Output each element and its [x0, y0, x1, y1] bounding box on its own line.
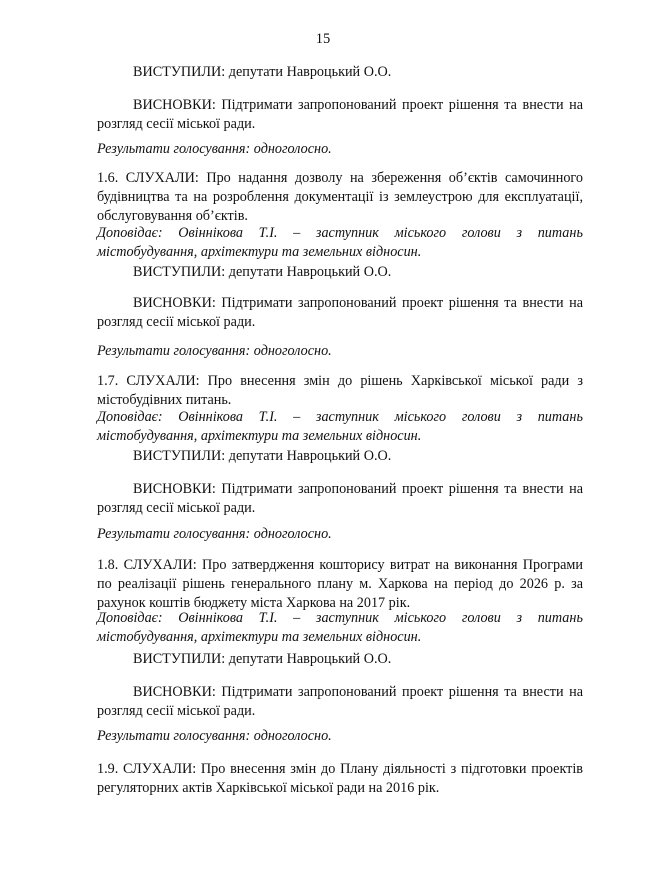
speaker-line-2: містобудування, архітектури та земельних відносин. [97, 629, 422, 645]
speaker-line-1: Доповідає: Овіннікова Т.І. – заступник міського голови з питань [97, 409, 583, 425]
vystupyly-line: ВИСТУПИЛИ: депутати Навроцький О.О. [133, 651, 392, 667]
vystupyly-line: ВИСТУПИЛИ: депутати Навроцький О.О. [133, 448, 392, 464]
vysnovky-paragraph: ВИСНОВКИ: Підтримати запропонований проект рішення та внести на розгляд сесії міської ради. [97, 97, 583, 132]
voting-results: Результати голосування: одноголосно. [97, 141, 332, 157]
vysnovky-paragraph: ВИСНОВКИ: Підтримати запропонований проект рішення та внести на розгляд сесії міської ради. [97, 295, 583, 330]
speaker-line-2: містобудування, архітектури та земельних відносин. [97, 244, 422, 260]
speaker-1-6 [97, 224, 583, 262]
slukhaly-item-1-9: 1.9. СЛУХАЛИ: Про внесення змін до Плану діяльності з підготовки проектів регуляторних актів Харківської міської ради на 2016 рік. [97, 761, 583, 796]
vystupyly-line: ВИСТУПИЛИ: депутати Навроцький О.О. [133, 64, 392, 80]
vystupyly-line: ВИСТУПИЛИ: депутати Навроцький О.О. [133, 264, 392, 280]
voting-results: Результати голосування: одноголосно. [97, 728, 332, 744]
slukhaly-item-1-8: 1.8. СЛУХАЛИ: Про затвердження кошторису витрат на виконання Програми по реалізації рішень генерального плану м. Харкова на період до 2026 р. за рахунок коштів бюджету міста Харкова на 2017 рік. [97, 557, 583, 611]
page-number: 15 [315, 31, 331, 47]
speaker-line-1: Доповідає: Овіннікова Т.І. – заступник міського голови з питань [97, 610, 583, 626]
voting-results: Результати голосування: одноголосно. [97, 343, 332, 359]
slukhaly-item-1-6: 1.6. СЛУХАЛИ: Про надання дозволу на збереження об’єктів самочинного будівництва та на розроблення документації із землеустрою для експлуатації, обслуговування об’єктів. [97, 170, 583, 224]
slukhaly-item-1-7: 1.7. СЛУХАЛИ: Про внесення змін до рішень Харківської міської ради з містобудівних питань. [97, 373, 583, 408]
vysnovky-paragraph: ВИСНОВКИ: Підтримати запропонований проект рішення та внести на розгляд сесії міської ради. [97, 481, 583, 516]
voting-results: Результати голосування: одноголосно. [97, 526, 332, 542]
vysnovky-paragraph: ВИСНОВКИ: Підтримати запропонований проект рішення та внести на розгляд сесії міської ради. [97, 684, 583, 719]
speaker-1-7 [97, 408, 583, 446]
speaker-1-8 [97, 609, 583, 647]
speaker-line-2: містобудування, архітектури та земельних відносин. [97, 428, 422, 444]
speaker-line-1: Доповідає: Овіннікова Т.І. – заступник міського голови з питань [97, 225, 583, 241]
